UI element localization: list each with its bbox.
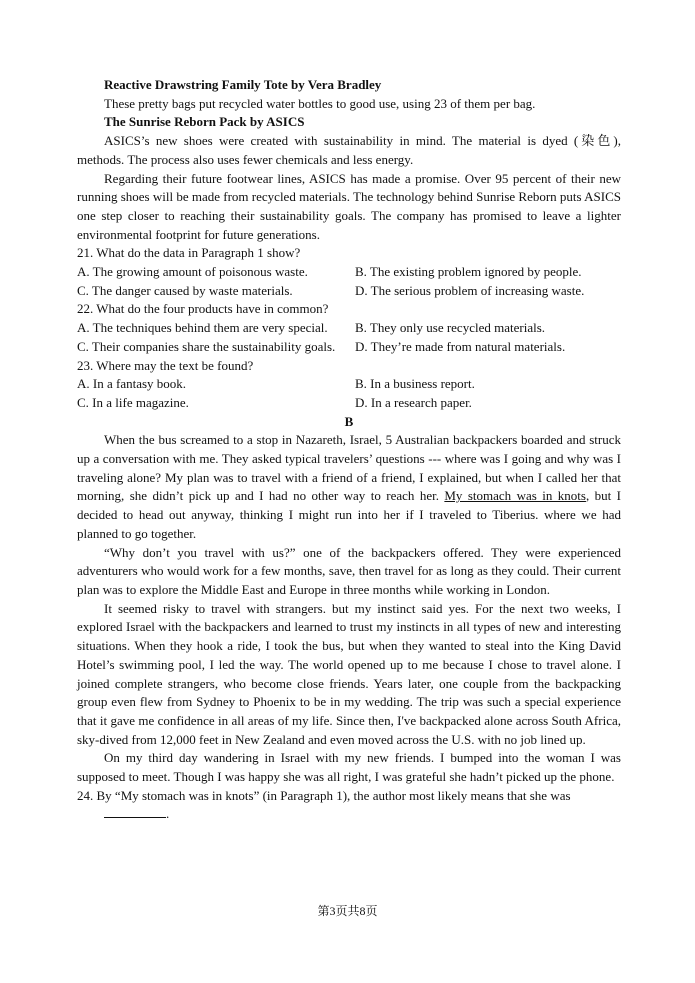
passage-b-paragraph-4: On my third day wandering in Israel with my new friends. I bumped into the woman I was supposed to meet. Though I was happy she was all right, I was grateful she hadn’t picked up the phone.	[77, 750, 621, 785]
option-a: A. The growing amount of poisonous waste.	[77, 264, 308, 280]
paragraph-1-text: When the bus screamed to a stop in Nazareth, Israel, 5 Australian backpackers boarded and struck up a conversation with me. They asked typical travelers’ questions --- where was I going and why was I traveling alone? My plan was to travel with a friend of a friend, I explained, but when I called her that morning, she didn’t pick up and I had no other way to reach her.	[77, 432, 621, 504]
asics-paragraph-2: Regarding their future footwear lines, ASICS has made a promise. Over 95 percent of their new running shoes will be made from recycled materials. The technology behind Sunrise Reborn puts ASICS one step closer to reaching their sustainability goals. The company has promised to leave a lighter environmental footprint for future generations.	[77, 170, 621, 242]
underlined-phrase: My stomach was in knots	[444, 488, 586, 504]
question-stem: 23. Where may the text be found?	[77, 357, 254, 373]
option-b: B. They only use recycled materials.	[355, 320, 546, 336]
question-21	[77, 244, 621, 300]
product-title-vera-bradley: Reactive Drawstring Family Tote by Vera Bradley	[104, 77, 382, 92]
question-22	[77, 300, 621, 356]
paragraph-1-text-end: , but I decided to head out anyway, thinking I might run into her if I traveled to Tiberius. where we had planned to go together.	[77, 488, 621, 541]
passage-b-paragraph-2: “Why don’t you travel with us?” one of the backpackers offered. They were experienced adventurers who would work for a few months, save, then travel for as long as they could. Their current plan was to explore the Middle East and Europe in three months while working in London.	[77, 544, 621, 597]
asics-paragraph-1: ASICS’s new shoes were created with sustainability in mind. The material is dyed (染色), methods. The process also uses fewer chemicals and less energy.	[77, 133, 621, 167]
option-d: D. The serious problem of increasing waste.	[355, 282, 585, 298]
question-23	[77, 357, 621, 413]
option-d: D. They’re made from natural materials.	[355, 338, 566, 354]
page-number: 第3页共8页	[317, 904, 378, 918]
option-c: C. In a life magazine.	[77, 394, 189, 410]
question-stem: 24. By “My stomach was in knots” (in Paragraph 1), the author most likely means that she was	[77, 787, 571, 803]
option-c: C. Their companies share the sustainability goals.	[77, 338, 336, 354]
option-c: C. The danger caused by waste materials.	[77, 282, 293, 298]
question-stem: 21. What do the data in Paragraph 1 show?	[77, 245, 301, 261]
option-b: B. The existing problem ignored by people.	[355, 264, 582, 280]
passage-b-paragraph-3: It seemed risky to travel with strangers. but my instinct said yes. For the next two weeks, I explored Israel with the backpackers and learned to trust my instincts in all types of new and interesting situations. When they hook a ride, I took the bus, but when they wanted to steal into the King David Hotel’s swimming pool, I led the way. The world opened up to me because I chose to travel alone. I joined complete strangers, who become close friends. Years later, one couple from the backpacking group even flew from Sydney to Phoenix to be in my wedding. The trip was such a special experience that it gave me confidence in all areas of my life. Since then, I've backpacked alone across South Africa, sky-dived from 12,000 feet in New Zealand and even moved across the U.S. with no job lined up.	[77, 600, 621, 747]
product-title-asics: The Sunrise Reborn Pack by ASICS	[104, 114, 305, 130]
option-d: D. In a research paper.	[355, 394, 472, 410]
section-b-heading: B	[344, 413, 354, 429]
question-24: 24. By “My stomach was in knots” (in Paragraph 1), the author most likely means that she was .	[77, 787, 621, 824]
product-text-vera-bradley: These pretty bags put recycled water bottles to good use, using 23 of them per bag.	[104, 95, 536, 111]
option-a: A. In a fantasy book.	[77, 376, 187, 392]
option-b: B. In a business report.	[355, 376, 475, 392]
question-stem: 22. What do the four products have in common?	[77, 301, 329, 317]
answer-blank	[104, 805, 166, 818]
passage-b-paragraph-1	[77, 431, 621, 543]
option-a: A. The techniques behind them are very special.	[77, 320, 328, 336]
